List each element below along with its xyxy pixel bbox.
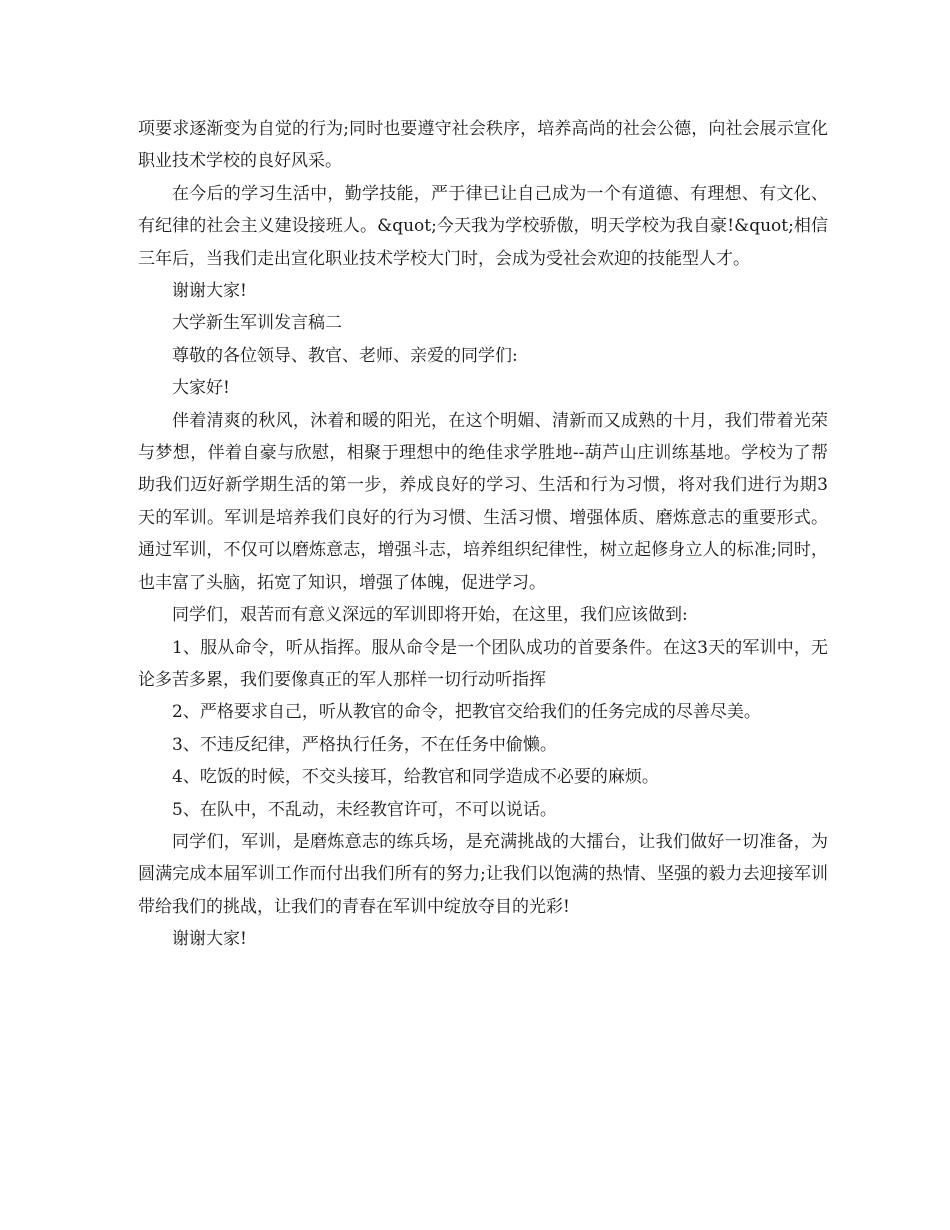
section-title: 大学新生军训发言稿二	[172, 313, 342, 334]
document-body	[138, 113, 828, 956]
list-item-4: 4、吃饭的时候，不交头接耳，给教官和同学造成不必要的麻烦。	[172, 767, 659, 788]
paragraph-closing: 同学们，军训，是磨炼意志的练兵场，是充满挑战的大擂台，让我们做好一切准备，为圆满完成本届军训工作而付出我们所有的努力;让我们以饱满的热情、坚强的毅力去迎接军训带给我们的挑战，让我们的青春在军训中绽放夺目的光彩!	[138, 831, 828, 917]
paragraph-2: 在今后的学习生活中，勤学技能，严于律已让自己成为一个有道德、有理想、有文化、有纪律的社会主义建设接班人。&quot;今天我为学校骄傲，明天学校为我自豪!&quot;相信三年后，当我们走出宣化职业技术学校大门时，会成为受社会欢迎的技能型人才。	[138, 183, 828, 269]
paragraph-intro: 伴着清爽的秋风，沐着和暖的阳光，在这个明媚、清新而又成熟的十月，我们带着光荣与梦想，伴着自豪与欣慰，相聚于理想中的绝佳求学胜地--葫芦山庄训练基地。学校为了帮助我们迈好新学期生活的第一步，养成良好的学习、生活和行为习惯，将对我们进行为期3天的军训。军训是培养我们良好的行为习惯、生活习惯、增强体质、磨炼意志的重要形式。通过军训，不仅可以磨炼意志，增强斗志，培养组织纪律性，树立起修身立人的标准;同时，也丰富了头脑，拓宽了知识，增强了体魄，促进学习。	[138, 410, 828, 593]
list-item-5: 5、在队中，不乱动，未经教官许可，不可以说话。	[172, 799, 557, 820]
salutation: 尊敬的各位领导、教官、老师、亲爱的同学们:	[172, 345, 518, 366]
closing-thanks-2: 谢谢大家!	[172, 929, 247, 950]
paragraph-requirements-lead: 同学们，艰苦而有意义深远的军训即将开始，在这里，我们应该做到:	[172, 605, 688, 626]
list-item-2: 2、严格要求自己，听从教官的命令，把教官交给我们的任务完成的尽善尽美。	[172, 702, 761, 723]
paragraph-1: 项要求逐渐变为自觉的行为;同时也要遵守社会秩序，培养高尚的社会公德，向社会展示宣化职业技术学校的良好风采。	[138, 119, 828, 172]
list-item-1: 1、服从命令，听从指挥。服从命令是一个团队成功的首要条件。在这3天的军训中，无论多苦多累，我们要像真正的军人那样一切行动听指挥	[138, 637, 828, 690]
list-item-3: 3、不违反纪律，严格执行任务，不在任务中偷懒。	[172, 734, 557, 755]
closing-thanks-1: 谢谢大家!	[172, 281, 247, 302]
greeting: 大家好!	[172, 378, 230, 399]
